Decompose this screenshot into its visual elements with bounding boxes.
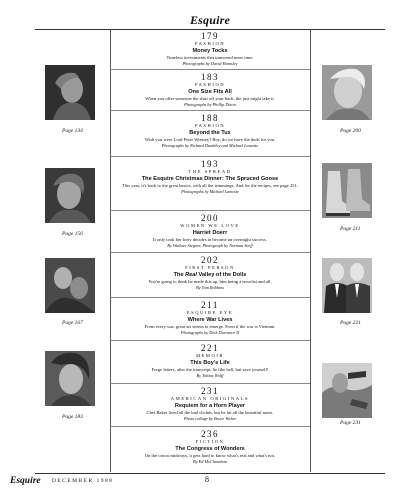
- photo-caption: Page 200: [340, 128, 361, 134]
- article-section: FASHION: [194, 82, 226, 87]
- photo-young-woman[interactable]: [45, 351, 95, 406]
- article-title: [110, 271, 310, 279]
- article-credit: Photographs by David Hamsley: [182, 61, 238, 66]
- article-title: This Boy's Life: [190, 360, 230, 366]
- footer-logo: Esquire: [10, 476, 41, 486]
- article-title: Harriet Doerr: [192, 230, 228, 236]
- photo-caption: Page 134: [62, 128, 83, 134]
- article-entry[interactable]: [110, 211, 310, 253]
- title-part-rest: Valley of the Dolls: [196, 272, 247, 278]
- photo-caption: Page 156: [62, 231, 83, 237]
- article-credit: Photo collage by Bruce Weber: [183, 416, 237, 421]
- article-section: MEMOIR: [195, 353, 225, 358]
- article-credit: By Tobias Wolff: [196, 373, 224, 378]
- photo-caption: Page 211: [340, 226, 361, 232]
- article-description: On the circus midways, it gets hard to know what's real and what's not.: [144, 453, 276, 458]
- boots-illustration: [322, 163, 372, 218]
- article-page-number: 211: [201, 300, 219, 310]
- photo-man-with-hand-on-head[interactable]: [45, 65, 95, 120]
- photo-horn-player-collage[interactable]: [322, 363, 372, 418]
- article-description: Chet Baker lived all the bad clichés, but he hit all the beautiful notes.: [146, 410, 274, 415]
- article-description: Timeless investments that transcend mere time.: [166, 55, 254, 60]
- article-section: ESQUIRE EYE: [186, 310, 234, 315]
- article-entry[interactable]: [110, 70, 310, 111]
- portrait-illustration: [45, 65, 95, 120]
- photo-caption: Page 167: [62, 320, 83, 326]
- article-title: Money Tocks: [192, 48, 228, 54]
- article-credit: By Wallace Stegner, Photograph by Norman Seeff: [167, 243, 253, 248]
- article-credit: Photographs by Dick Durrance II: [180, 330, 240, 335]
- article-entry[interactable]: [110, 341, 310, 384]
- article-title: Where War Lives: [187, 317, 233, 323]
- column-divider-right: [310, 29, 311, 472]
- article-title: The Congress of Wonders: [175, 446, 245, 452]
- photo-elderly-woman[interactable]: [322, 65, 372, 120]
- article-credit: By Ed McClanahan: [193, 459, 227, 464]
- masthead-logo: Esquire: [189, 13, 231, 27]
- title-italic-part: Real: [185, 272, 197, 278]
- article-entry[interactable]: [110, 111, 310, 157]
- title-part: The: [173, 272, 186, 278]
- page-number: 8: [205, 475, 209, 484]
- article-section: AMERICAN ORIGINALS: [170, 396, 250, 401]
- article-entry[interactable]: [110, 384, 310, 427]
- article-entry[interactable]: [110, 29, 310, 70]
- portrait-illustration: [45, 258, 95, 313]
- photo-two-men-in-suits[interactable]: [322, 258, 372, 313]
- article-page-number: 188: [201, 113, 219, 123]
- article-section: FIRST PERSON: [185, 265, 235, 270]
- portrait-illustration: [322, 65, 372, 120]
- article-section: THE SPREAD: [188, 169, 232, 174]
- article-credit: Photographs by Michael Lamotte: [181, 189, 239, 194]
- article-description: When you offer someone the shirt off your back, the just might take it.: [145, 96, 275, 101]
- article-credit: Photographs by Phillip Dixon: [184, 102, 236, 107]
- article-description: Forge letters, alter the transcript, lie like hell, but save yourself!: [151, 367, 269, 372]
- article-description: Wish you were Lord Peter Wimsey? Boy, do we have the duds for you.: [144, 137, 276, 142]
- article-credit: By Tom Robbins: [195, 285, 224, 290]
- article-description: From every war, great art seems to emerge. Even if the war is Vietnam.: [144, 324, 276, 329]
- article-page-number: 202: [201, 255, 219, 265]
- article-description: It only took her forty decides to become an overnight success.: [153, 237, 267, 242]
- article-page-number: 221: [201, 343, 219, 353]
- portrait-illustration: [45, 351, 95, 406]
- article-title: The Esquire Christmas Dinner: The Spruced Goose: [141, 176, 279, 182]
- photo-couple[interactable]: [45, 258, 95, 313]
- article-title: Requiem for a Horn Player: [174, 403, 246, 409]
- photo-caption: Page 183: [62, 414, 83, 420]
- article-section: FICTION: [195, 439, 225, 444]
- article-page-number: 231: [201, 386, 219, 396]
- article-section: WOMEN WE LOVE: [180, 223, 240, 228]
- article-page-number: 200: [201, 213, 219, 223]
- article-description: You're going to think he made this up, him being a novelist and all.: [148, 279, 272, 284]
- photo-boots[interactable]: [322, 163, 372, 218]
- article-entry[interactable]: [110, 298, 310, 341]
- article-page-number: 179: [201, 31, 219, 41]
- photo-woman-smoking[interactable]: [45, 168, 95, 223]
- article-entry[interactable]: [110, 253, 310, 298]
- footer-issue-date: DECEMBER 1988: [52, 478, 114, 484]
- article-description: This year, it's back to the great basics, with all the trimmings. And for the recipes, see page 251.: [121, 183, 299, 188]
- article-page-number: 183: [201, 72, 219, 82]
- portrait-illustration: [45, 168, 95, 223]
- article-section: FASHION: [194, 41, 226, 46]
- article-title: One Size Fits All: [188, 89, 232, 95]
- article-entry[interactable]: [110, 427, 310, 472]
- photo-caption: Page 231: [340, 420, 361, 426]
- article-section: FASHION: [194, 123, 226, 128]
- collage-illustration: [322, 363, 372, 418]
- article-entry[interactable]: [110, 157, 310, 211]
- article-credit: Photographs by Richard Dumbley and Michael Lamotte: [161, 143, 259, 148]
- article-page-number: 236: [201, 429, 219, 439]
- article-page-number: 193: [201, 159, 219, 169]
- portrait-illustration: [322, 258, 372, 313]
- photo-caption: Page 221: [340, 320, 361, 326]
- article-title: Beyond the Tux: [189, 130, 231, 136]
